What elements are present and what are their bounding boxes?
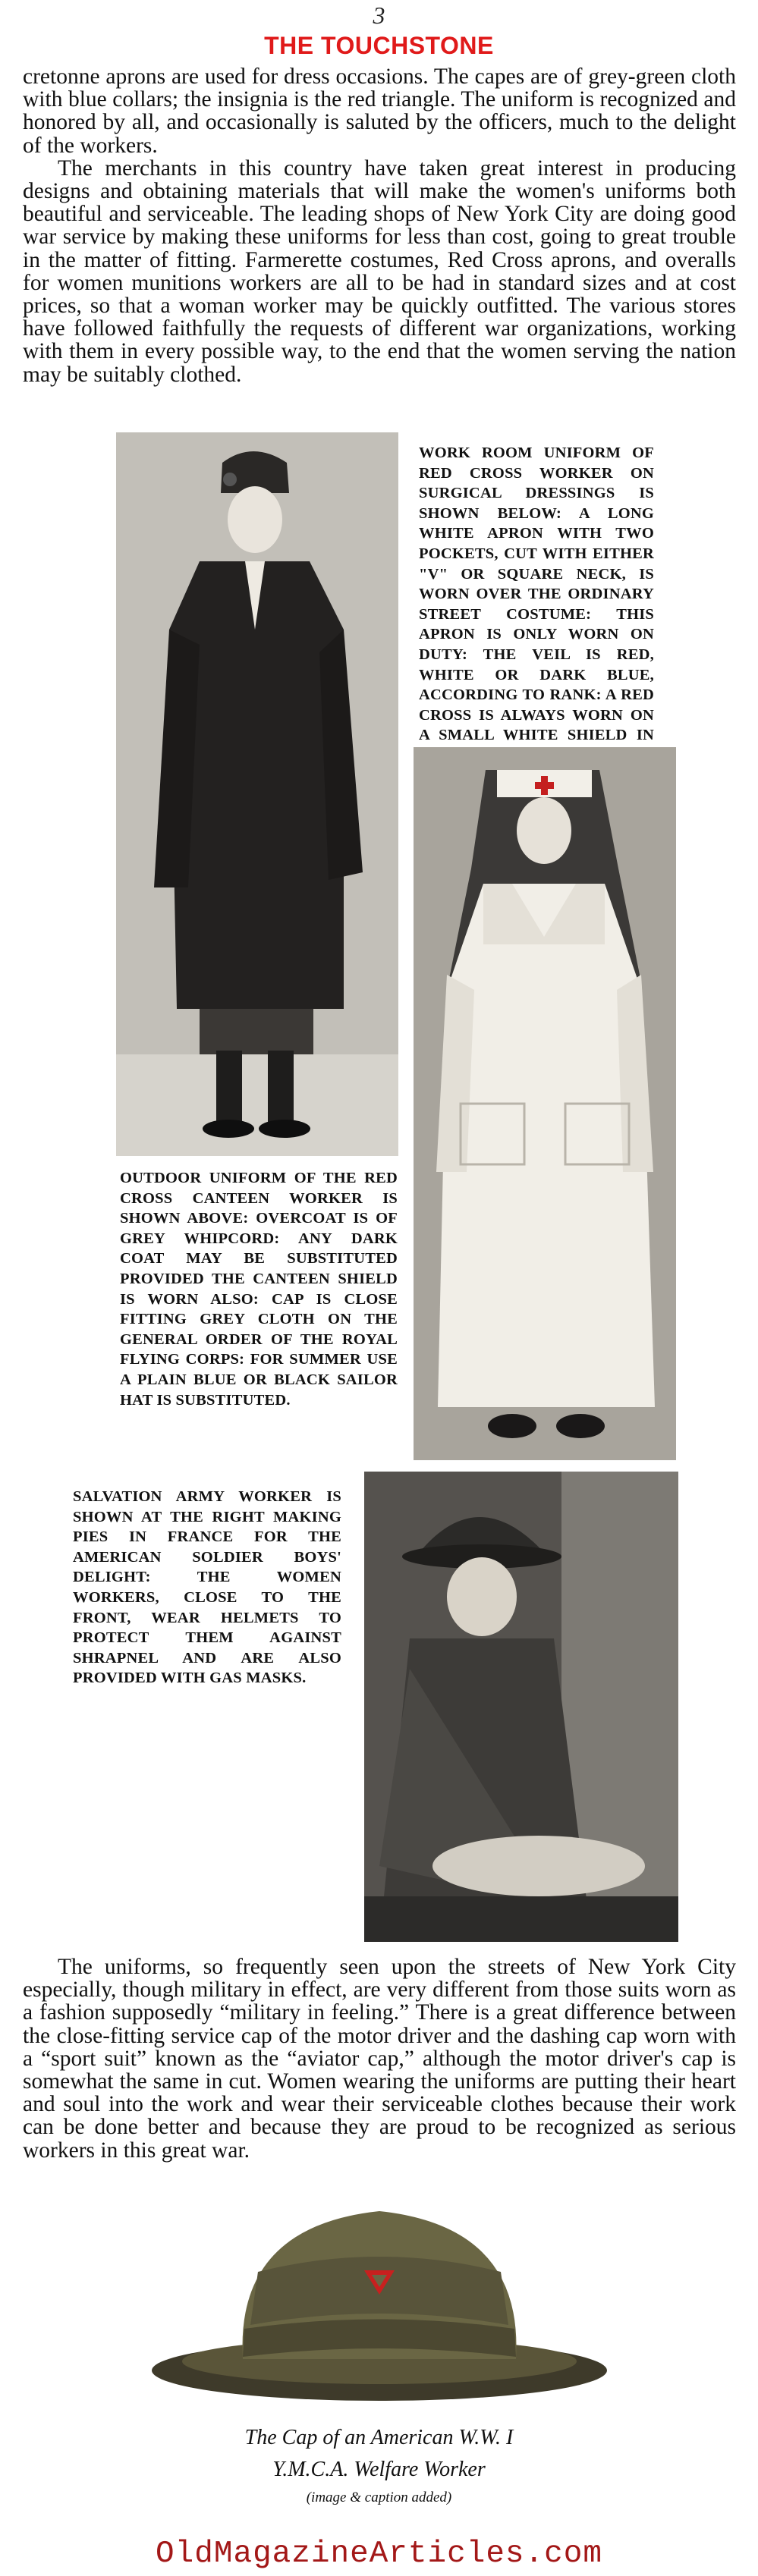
salvation-army-photo bbox=[364, 1472, 678, 1942]
workroom-uniform-figure bbox=[414, 747, 676, 1460]
outdoor-uniform-photo bbox=[116, 432, 398, 1156]
workroom-caption: WORK ROOM UNIFORM OF RED CROSS WORKER ON SURGICAL DRESSINGS IS SHOWN BELOW: A LONG WHITE APRON WITH TWO POCKETS, CUT WITH EITHER "V" OR SQUARE NECK, IS WORN OVER THE ORDINARY STREET COSTUME: THIS APRON IS ONLY WORN ON DUTY: THE VEIL IS RED, WHITE OR DARK BLUE, ACCORDING TO RANK: A RED CROSS IS ALWAYS WORN ON A SMALL WHITE SHIELD IN bbox=[419, 445, 654, 744]
intro-paragraph-1: cretonne aprons are used for dress occasions. The capes are of grey-green cloth with blue collars; the insignia is the red triangle. The uniform is recognized and honored by all, and occasionally is saluted by the officers, much to the delight of the workers. bbox=[23, 64, 736, 158]
ymca-cap-image bbox=[144, 2181, 615, 2408]
intro-paragraph-2: The merchants in this country have taken great interest in producing designs and obtaining materials that will make the women's uniforms both beautiful and serviceable. The leading shops of New York City are doing good war service by making these uniforms for less than cost, going to great trouble in the matter of fitting. Farmerette costumes, Red Cross aprons, and overalls for women munitions workers are all to be had in standard sizes and at cost prices, so that a woman worker may be quickly outfitted. The various stores have followed faithfully the requests of different war organizations, working with them in every possible way, to the end that the women serving the nation may be suitably clothed. bbox=[23, 156, 736, 387]
hat-caption-line-2: Y.M.C.A. Welfare Worker bbox=[272, 2458, 486, 2481]
closing-text bbox=[23, 1956, 736, 2162]
intro-text bbox=[23, 65, 736, 386]
masthead-title: THE TOUCHSTONE bbox=[264, 32, 494, 59]
ymca-cap-figure bbox=[144, 2181, 615, 2408]
closing-paragraph: The uniforms, so frequently seen upon the streets of New York City especially, though military in effect, are very different from those suits worn as a fashion supposedly “military in feeling.” There is a great difference between the close-fitting service cap of the motor driver and the dashing cap worn with a “sport suit” known as the “aviator cap,” although the motor driver's cap is somewhat the same in cut. Women wearing the uniforms are putting their heart and soul into the work and wear their serviceable clothes because their work can be done better and because they are proud to be recognized as serious workers in this great war. bbox=[23, 1955, 736, 2163]
salvation-caption: SALVATION ARMY WORKER IS SHOWN AT THE RIGHT MAKING PIES IN FRANCE FOR THE AMERICAN SOLDIER BOYS' DELIGHT: THE WOMEN WORKERS, CLOSE TO THE FRONT, WEAR HELMETS TO PROTECT THEM AGAINST SHRAPNEL AND ARE ALSO PROVIDED WITH GAS MASKS. bbox=[73, 1488, 341, 1687]
outdoor-uniform-figure bbox=[116, 432, 398, 1156]
outdoor-caption: OUTDOOR UNIFORM OF THE RED CROSS CANTEEN WORKER IS SHOWN ABOVE: OVERCOAT IS OF GREY WHIPCORD: ANY DARK COAT MAY BE SUBSTITUTED PROVIDED THE CANTEEN SHIELD IS WORN ALSO: CAP IS CLOSE FITTING GREY CLOTH ON THE GENERAL ORDER OF THE ROYAL FLYING CORPS: FOR SUMMER USE A PLAIN BLUE OR BLACK SAILOR HAT IS SUBSTITUTED. bbox=[120, 1170, 398, 1409]
page-number: 3 bbox=[373, 2, 385, 29]
hat-caption-note: (image & caption added) bbox=[306, 2490, 452, 2505]
workroom-uniform-photo bbox=[414, 747, 676, 1460]
hat-caption-line-1: The Cap of an American W.W. I bbox=[244, 2426, 514, 2449]
footer-site-name[interactable]: OldMagazineArticles.com bbox=[156, 2537, 602, 2571]
salvation-army-figure bbox=[364, 1472, 678, 1942]
